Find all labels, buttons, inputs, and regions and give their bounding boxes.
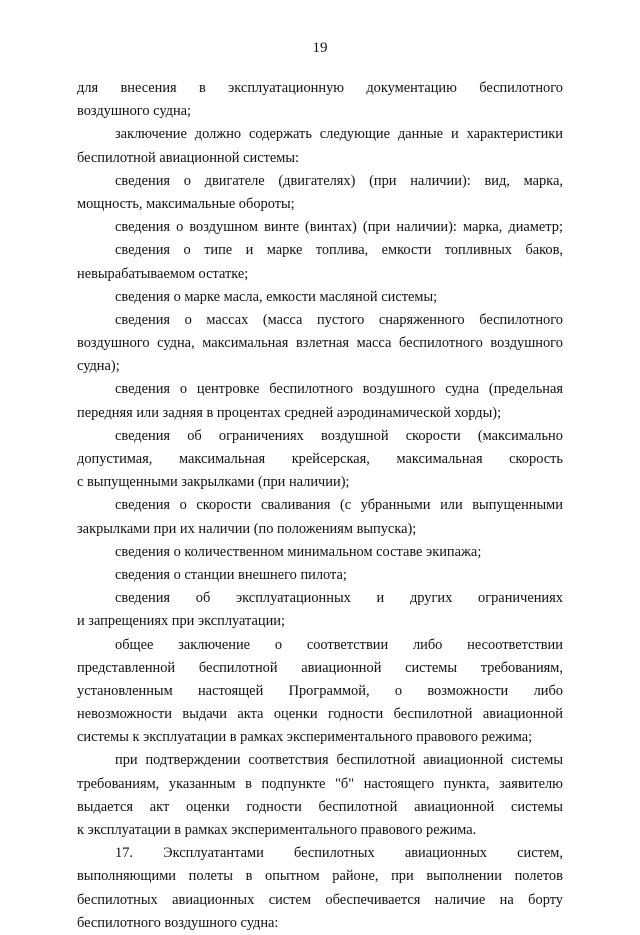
word: несоответствии <box>467 636 563 653</box>
word: внесения <box>120 80 177 96</box>
word: массах <box>206 311 249 328</box>
word: (масса <box>262 311 303 328</box>
word: скорости <box>196 497 252 514</box>
word: снаряженного <box>378 311 465 328</box>
word: типе <box>204 242 233 259</box>
word: о <box>394 682 403 699</box>
word: выполнении <box>426 868 502 885</box>
text-line: сведения о марке масла, емкости масляной системы; <box>115 288 438 305</box>
word: беспилотной <box>393 706 473 723</box>
text-line <box>77 703 563 726</box>
word: требованиям, <box>77 775 160 792</box>
word: акт <box>149 798 170 815</box>
word: (двигателях) <box>278 172 356 189</box>
word: топливных <box>444 242 513 259</box>
word: выпущенными <box>472 497 563 514</box>
word: требованиям, <box>480 659 563 676</box>
word: данные <box>397 126 444 143</box>
text-line: судна); <box>77 358 120 375</box>
text-line <box>77 634 563 657</box>
word: авиационных <box>404 845 487 862</box>
word: заключение <box>178 636 251 653</box>
word: об <box>195 590 211 607</box>
word: воздушного <box>77 335 150 352</box>
word: максимальная <box>202 335 289 352</box>
word: полеты <box>188 868 233 885</box>
word: сведения <box>115 172 171 189</box>
word: указанным <box>168 775 236 792</box>
word: сведения <box>115 219 171 236</box>
word: о <box>176 219 184 236</box>
word: Эксплуатантами <box>163 845 264 862</box>
word: воздушного <box>362 381 436 398</box>
document-body <box>77 77 563 935</box>
text-line <box>77 494 563 517</box>
word: сведения <box>115 311 171 328</box>
word: о <box>183 172 191 189</box>
word: настоящего <box>363 775 435 792</box>
text-line <box>77 796 563 819</box>
word: районе, <box>332 868 379 885</box>
word: подпункте <box>261 775 326 792</box>
word: скорости <box>405 427 461 444</box>
word: наличие <box>434 891 486 908</box>
text-line: передняя или задняя в процентах средней аэродинамической хорды); <box>77 404 502 421</box>
word: должно <box>194 126 242 143</box>
word: авиационных <box>172 891 255 908</box>
word: настоящей <box>197 682 264 699</box>
text-line: системы к эксплуатации в рамках экспериментального правового режима; <box>77 729 533 746</box>
word: борту <box>528 891 563 908</box>
word: беспилотных <box>293 845 375 862</box>
word: заявителю <box>499 775 563 792</box>
word: соответствия <box>248 752 329 769</box>
word: представленной <box>77 659 176 676</box>
text-line: беспилотной авиационной системы: <box>77 149 300 166</box>
word: пункта, <box>443 775 490 792</box>
word: (максимально <box>477 427 563 444</box>
word: (при <box>369 172 397 189</box>
word: топлива, <box>315 242 369 259</box>
word: емкости <box>381 242 432 259</box>
text-line <box>77 425 563 448</box>
word: воздушном <box>189 219 259 236</box>
text-line: сведения о количественном минимальном составе экипажа; <box>115 543 482 560</box>
word: марка, <box>462 219 503 236</box>
word: систем <box>268 891 311 908</box>
word: беспилотного <box>479 311 563 328</box>
word: документацию <box>366 80 457 96</box>
word: сведения <box>115 381 171 398</box>
word: вид, <box>484 172 510 189</box>
word: эксплуатационных <box>236 590 351 607</box>
text-line <box>77 123 563 146</box>
word: при <box>115 752 138 769</box>
word: полетов <box>514 868 563 885</box>
word: баков, <box>525 242 563 259</box>
text-line <box>77 77 563 100</box>
word: невозможности <box>77 706 172 723</box>
text-line <box>77 657 563 680</box>
word: системы <box>511 752 563 769</box>
word: выдачи <box>182 706 227 723</box>
word: (предельная <box>488 381 563 398</box>
word: на <box>499 891 514 908</box>
word: о <box>179 381 188 398</box>
text-line <box>77 239 563 262</box>
word: марка, <box>523 172 563 189</box>
word: либо <box>412 636 443 653</box>
word: следующие <box>319 126 391 143</box>
word: и <box>376 590 385 607</box>
word: Программой, <box>288 682 370 699</box>
word: систем, <box>517 845 563 862</box>
word: (винтах) <box>305 219 357 236</box>
word: годности <box>327 706 384 723</box>
word: общее <box>115 636 154 653</box>
word: беспилотных <box>77 891 158 908</box>
text-line <box>77 680 563 703</box>
word: подтверждении <box>145 752 241 769</box>
word: ограничениях <box>218 427 304 444</box>
word: характеристики <box>466 126 563 143</box>
word: авиационной <box>423 752 504 769</box>
text-line <box>77 773 563 796</box>
text-line <box>77 842 563 865</box>
word: и <box>450 126 459 143</box>
word: соответствии <box>306 636 389 653</box>
word: о <box>183 242 191 259</box>
word: либо <box>533 682 563 699</box>
word: в <box>245 775 252 792</box>
word: масса <box>356 335 392 352</box>
word: выполняющими <box>77 868 177 885</box>
word: и <box>245 242 254 259</box>
word: заключение <box>115 126 187 143</box>
word: центровке <box>196 381 260 398</box>
word: беспилотного <box>269 381 353 398</box>
word: других <box>409 590 453 607</box>
word: эксплуатационную <box>228 80 345 96</box>
word: установленным <box>77 682 173 699</box>
word: оценки <box>273 706 318 723</box>
word: воздушного <box>490 335 563 352</box>
word: авиационной <box>414 798 495 815</box>
word: выдается <box>77 798 134 815</box>
word: авиационной <box>301 659 382 676</box>
word: воздушной <box>321 427 389 444</box>
word: беспилотного <box>479 80 563 96</box>
word: ограничениях <box>478 590 563 607</box>
word: крейсерская, <box>291 451 370 467</box>
text-line: воздушного судна; <box>77 103 192 120</box>
word: о <box>179 497 187 514</box>
text-line <box>77 587 563 610</box>
word: системы <box>405 659 458 676</box>
text-line: закрылками при их наличии (по положениям выпуска); <box>77 520 417 537</box>
text-line: беспилотного воздушного судна: <box>77 914 279 931</box>
word: пустого <box>316 311 365 328</box>
word: 17. <box>115 845 133 862</box>
word: сведения <box>115 242 171 259</box>
text-line <box>77 889 563 912</box>
text-line: к эксплуатации в рамках экспериментального правового режима. <box>77 822 477 838</box>
word: "б" <box>335 775 355 792</box>
word: содержать <box>249 126 312 143</box>
text-line: мощность, максимальные обороты; <box>77 195 295 212</box>
word: об <box>187 427 202 444</box>
word: беспилотной <box>318 798 398 815</box>
text-line <box>77 309 563 332</box>
word: возможности <box>427 682 509 699</box>
word: авиационной <box>482 706 563 723</box>
word: годности <box>246 798 302 815</box>
text-line: и запрещениях при эксплуатации; <box>77 613 285 630</box>
word: диаметр; <box>508 219 563 236</box>
word: (при <box>362 219 391 236</box>
word: взлетная <box>295 335 350 352</box>
word: беспилотной <box>336 752 416 769</box>
text-line <box>77 448 563 471</box>
word: оценки <box>186 798 230 815</box>
text-line <box>77 378 563 401</box>
text-line <box>77 216 563 239</box>
word: или <box>440 497 463 514</box>
word: судна <box>445 381 480 398</box>
word: сведения <box>115 497 171 514</box>
word: сведения <box>115 590 171 607</box>
word: системы <box>511 798 563 815</box>
word: о <box>274 636 283 653</box>
word: допустимая, <box>77 451 153 467</box>
word: скорость <box>509 451 563 467</box>
word: обеспечивается <box>325 891 421 908</box>
word: о <box>184 311 192 328</box>
text-line: с выпущенными закрылками (при наличии); <box>77 474 350 491</box>
text-line: сведения о станции внешнего пилота; <box>115 566 347 583</box>
word: в <box>199 80 206 96</box>
word: в <box>245 868 253 885</box>
text-line <box>77 170 563 193</box>
word: наличии): <box>410 172 471 189</box>
word: сведения <box>115 427 171 444</box>
word: беспилотного <box>398 335 483 352</box>
word: акта <box>237 706 264 723</box>
word: опытном <box>265 868 320 885</box>
word: максимальная <box>179 451 266 467</box>
word: судна, <box>157 335 195 352</box>
text-line <box>77 865 563 888</box>
page-number: 19 <box>312 40 328 56</box>
word: при <box>391 868 414 885</box>
word: убранными <box>360 497 431 514</box>
word: сваливания <box>260 497 331 514</box>
text-line: невырабатываемом остатке; <box>77 265 249 282</box>
word: наличии): <box>396 219 457 236</box>
text-line <box>77 332 563 355</box>
word: (с <box>339 497 352 514</box>
text-line <box>77 749 563 772</box>
word: марке <box>266 242 303 259</box>
word: беспилотной <box>198 659 278 676</box>
word: двигателе <box>204 172 265 189</box>
word: винте <box>264 219 299 236</box>
word: для <box>77 80 99 96</box>
word: максимальная <box>396 451 483 467</box>
